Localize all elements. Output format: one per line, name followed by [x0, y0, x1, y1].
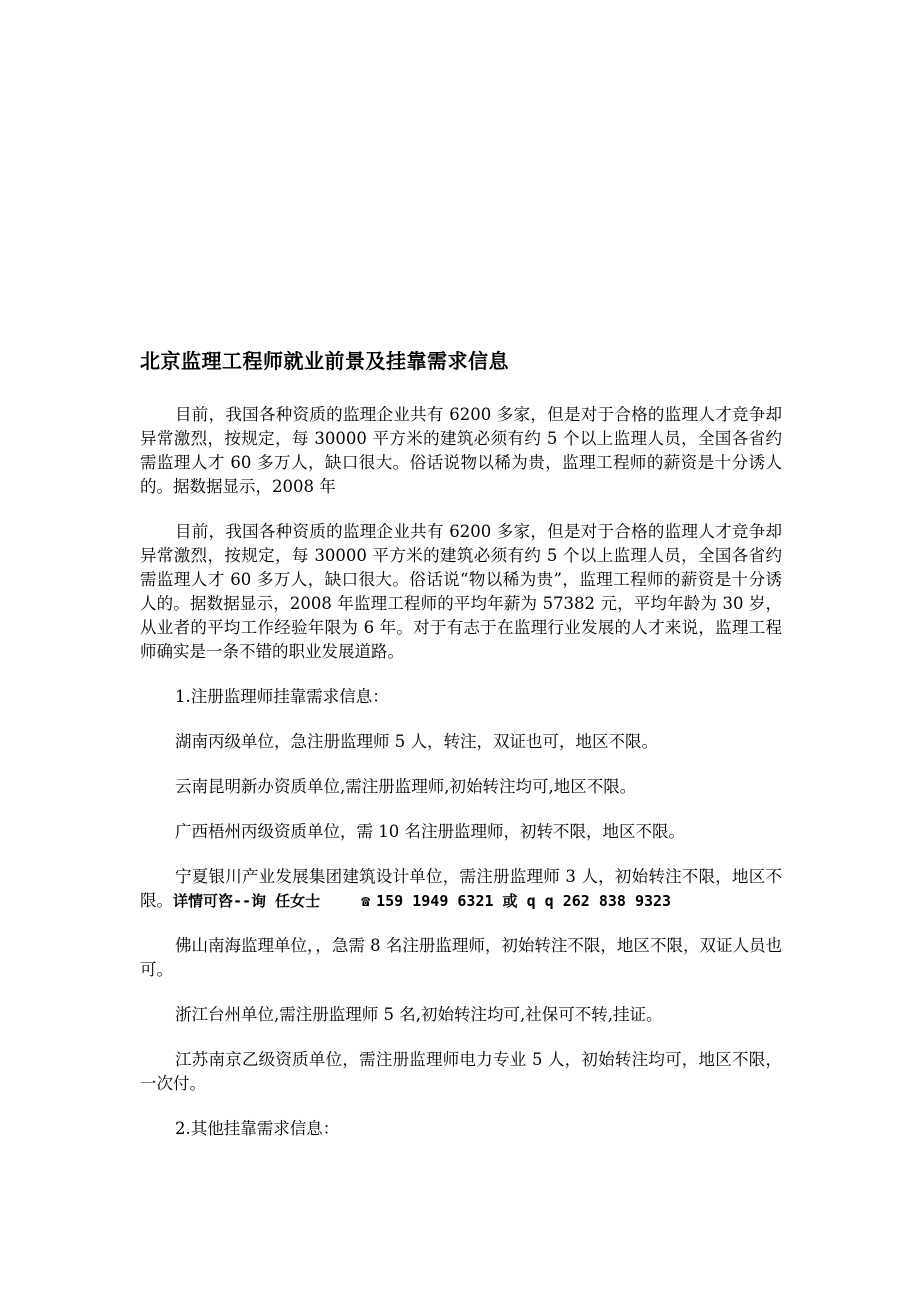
document-content — [140, 346, 782, 1162]
intro-paragraph-1: 目前，我国各种资质的监理企业共有 6200 多家，但是对于合格的监理人才竞争却异常激烈，按规定，每 30000 平方米的建筑必须有约 5 个以上监理人员，全国各省约需监理人才 60 多万人，缺口很大。俗话说物以稀为贵，监理工程师的薪资是十分诱人的。据数据显示，2008 年 — [140, 405, 782, 496]
contact-prefix: 详情可咨--询 任女士 — [173, 892, 321, 910]
listing-yunnan: 云南昆明新办资质单位,需注册监理师,初始转注均可,地区不限。 — [175, 777, 637, 796]
intro-paragraph-2: 目前，我国各种资质的监理企业共有 6200 多家，但是对于合格的监理人才竞争却异常激烈，按规定，每 30000 平方米的建筑必须有约 5 个以上监理人员，全国各省约需监理人才 60 多万人，缺口很大。俗话说“物以稀为贵”，监理工程师的薪资是十分诱人的。据数据显示，2008 年监理工程师的平均年薪为 57382 元，平均年龄为 30 岁，从业者的平均工作经验年限为 6 年。对于有志于在监理行业发展的人才来说，监理工程师确实是一条不错的职业发展道路。 — [140, 522, 782, 661]
listing-ningxia-text: 宁夏银川产业发展集团建筑设计单位，需注册监理师 3 人，初始转注不限，地区不限。 — [140, 867, 782, 910]
contact-details: 159 1949 6321 或 q q 262 838 9323 — [376, 892, 672, 910]
listing-ningxia — [140, 865, 782, 913]
contact-info — [173, 892, 671, 910]
listing-foshan: 佛山南海监理单位，，急需 8 名注册监理师，初始转注不限，地区不限，双证人员也可。 — [140, 936, 782, 979]
listing-hunan: 湖南丙级单位，急注册监理师 5 人，转注，双证也可，地区不限。 — [175, 732, 658, 751]
listing-zhejiang: 浙江台州单位,需注册监理师 5 名,初始转注均可,社保可不转,挂证。 — [175, 1005, 663, 1024]
section-heading-2: 2.其他挂靠需求信息： — [175, 1119, 340, 1138]
listing-jiangsu: 江苏南京乙级资质单位，需注册监理师电力专业 5 人，初始转注均可，地区不限，一次付。 — [140, 1050, 782, 1093]
phone-icon: ☎ — [361, 892, 371, 910]
document-title: 北京监理工程师就业前景及挂靠需求信息 — [140, 349, 509, 373]
section-heading-1: 1.注册监理师挂靠需求信息： — [175, 687, 389, 706]
listing-guangxi: 广西梧州丙级资质单位，需 10 名注册监理师，初转不限，地区不限。 — [175, 822, 685, 841]
